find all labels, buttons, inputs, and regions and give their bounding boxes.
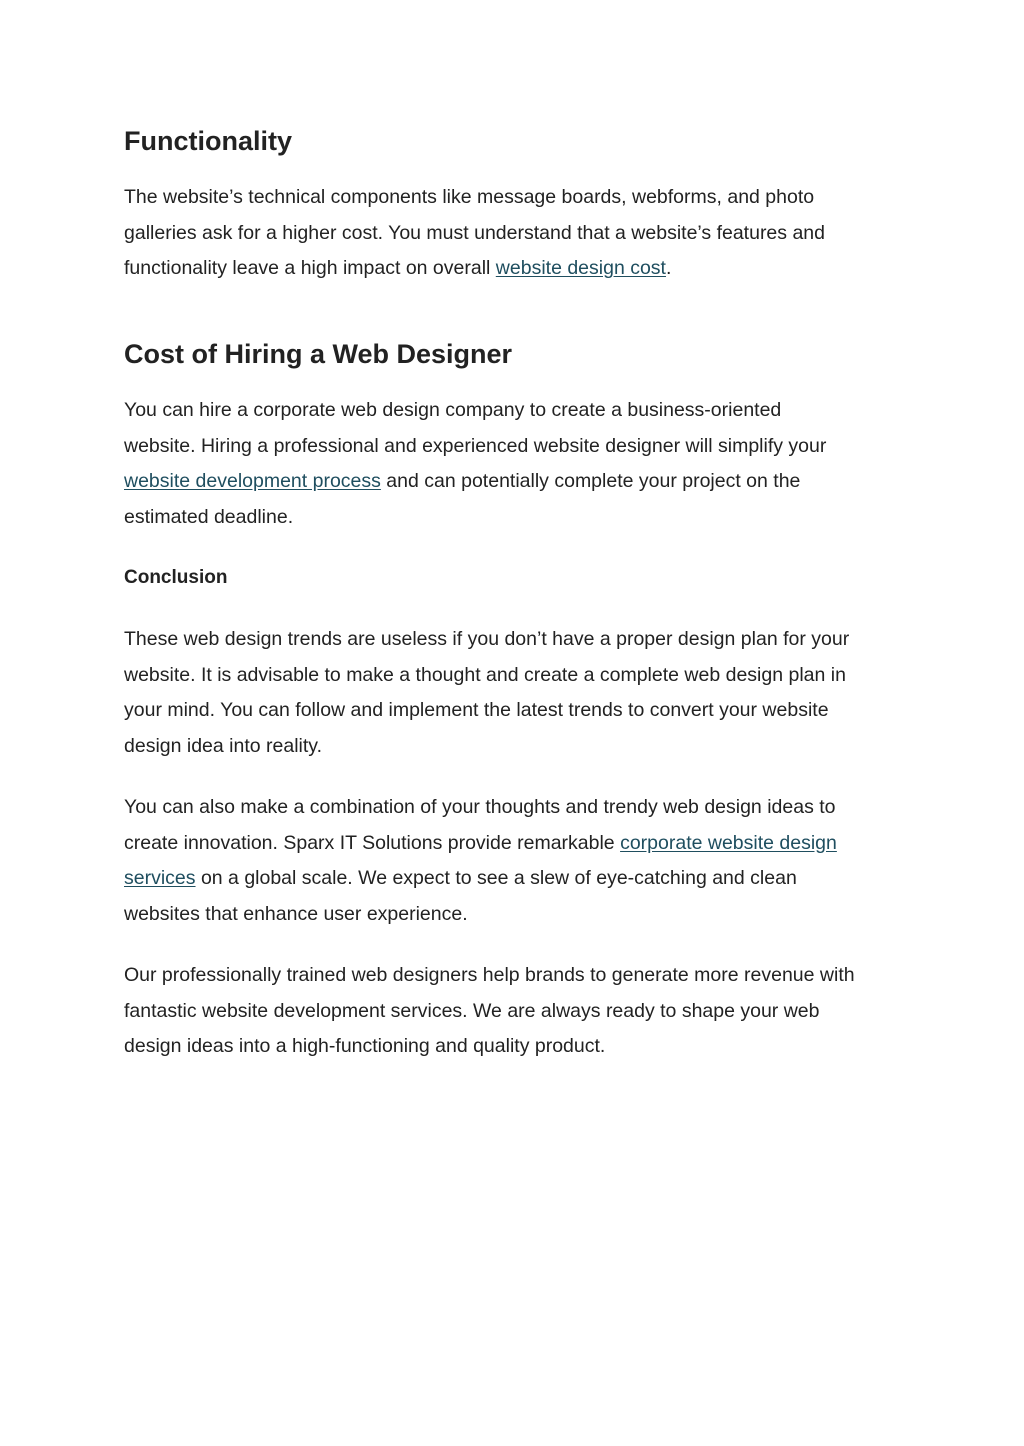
text-line: You can hire a corporate web design company to create a business-oriented — [124, 399, 782, 421]
text-fragment: and can potentially complete your project on the — [380, 470, 801, 493]
link-website-design-cost[interactable]: website design cost — [495, 257, 666, 280]
text-line: your mind. You can follow and implement the latest trends to convert your website — [124, 699, 829, 722]
text-line: These web design trends are useless if you don’t have a proper design plan for your — [124, 628, 850, 650]
text-line: design idea into reality. — [124, 735, 323, 758]
link-corporate-website-design-services[interactable]: corporate website design — [620, 831, 837, 854]
text-fragment: create innovation. Sparx IT Solutions provide remarkable — [124, 831, 621, 854]
text-line: galleries ask for a higher cost. You must understand that a website’s features and — [124, 221, 825, 244]
paragraph-conclusion-1 — [124, 622, 914, 765]
text-line: fantastic website development services. We are always ready to shape your web — [124, 999, 820, 1022]
text-fragment: functionality leave a high impact on overall — [124, 257, 496, 280]
text-line: estimated deadline. — [124, 506, 294, 529]
text-line: The website’s technical components like message boards, webforms, and photo — [124, 186, 815, 208]
paragraph-conclusion-3 — [124, 958, 914, 1065]
paragraph-conclusion-2 — [124, 790, 914, 933]
text-line — [124, 861, 914, 897]
text-line: websites that enhance user experience. — [124, 903, 468, 926]
paragraph-functionality — [124, 180, 914, 287]
text-line: Our professionally trained web designers help brands to generate more revenue with — [124, 964, 855, 986]
text-line: You can also make a combination of your thoughts and trendy web design ideas to — [124, 796, 836, 818]
text-line: website. Hiring a professional and experienced website designer will simplify your — [124, 434, 827, 457]
text-fragment: on a global scale. We expect to see a slew of eye-catching and clean — [195, 867, 797, 890]
text-line — [124, 826, 914, 862]
paragraph-hiring — [124, 393, 914, 536]
text-line: design ideas into a high-functioning and quality product. — [124, 1035, 606, 1058]
text-line — [124, 251, 914, 287]
text-line: website. It is advisable to make a thought and create a complete web design plan in — [124, 663, 846, 686]
heading-functionality: Functionality — [124, 126, 292, 156]
link-website-development-process[interactable]: website development process — [124, 470, 381, 493]
text-line — [124, 464, 914, 500]
text-fragment: . — [665, 257, 672, 280]
heading-cost-of-hiring: Cost of Hiring a Web Designer — [124, 339, 513, 369]
link-corporate-website-design-services-cont[interactable]: services — [124, 867, 196, 890]
heading-conclusion: Conclusion — [124, 567, 228, 588]
